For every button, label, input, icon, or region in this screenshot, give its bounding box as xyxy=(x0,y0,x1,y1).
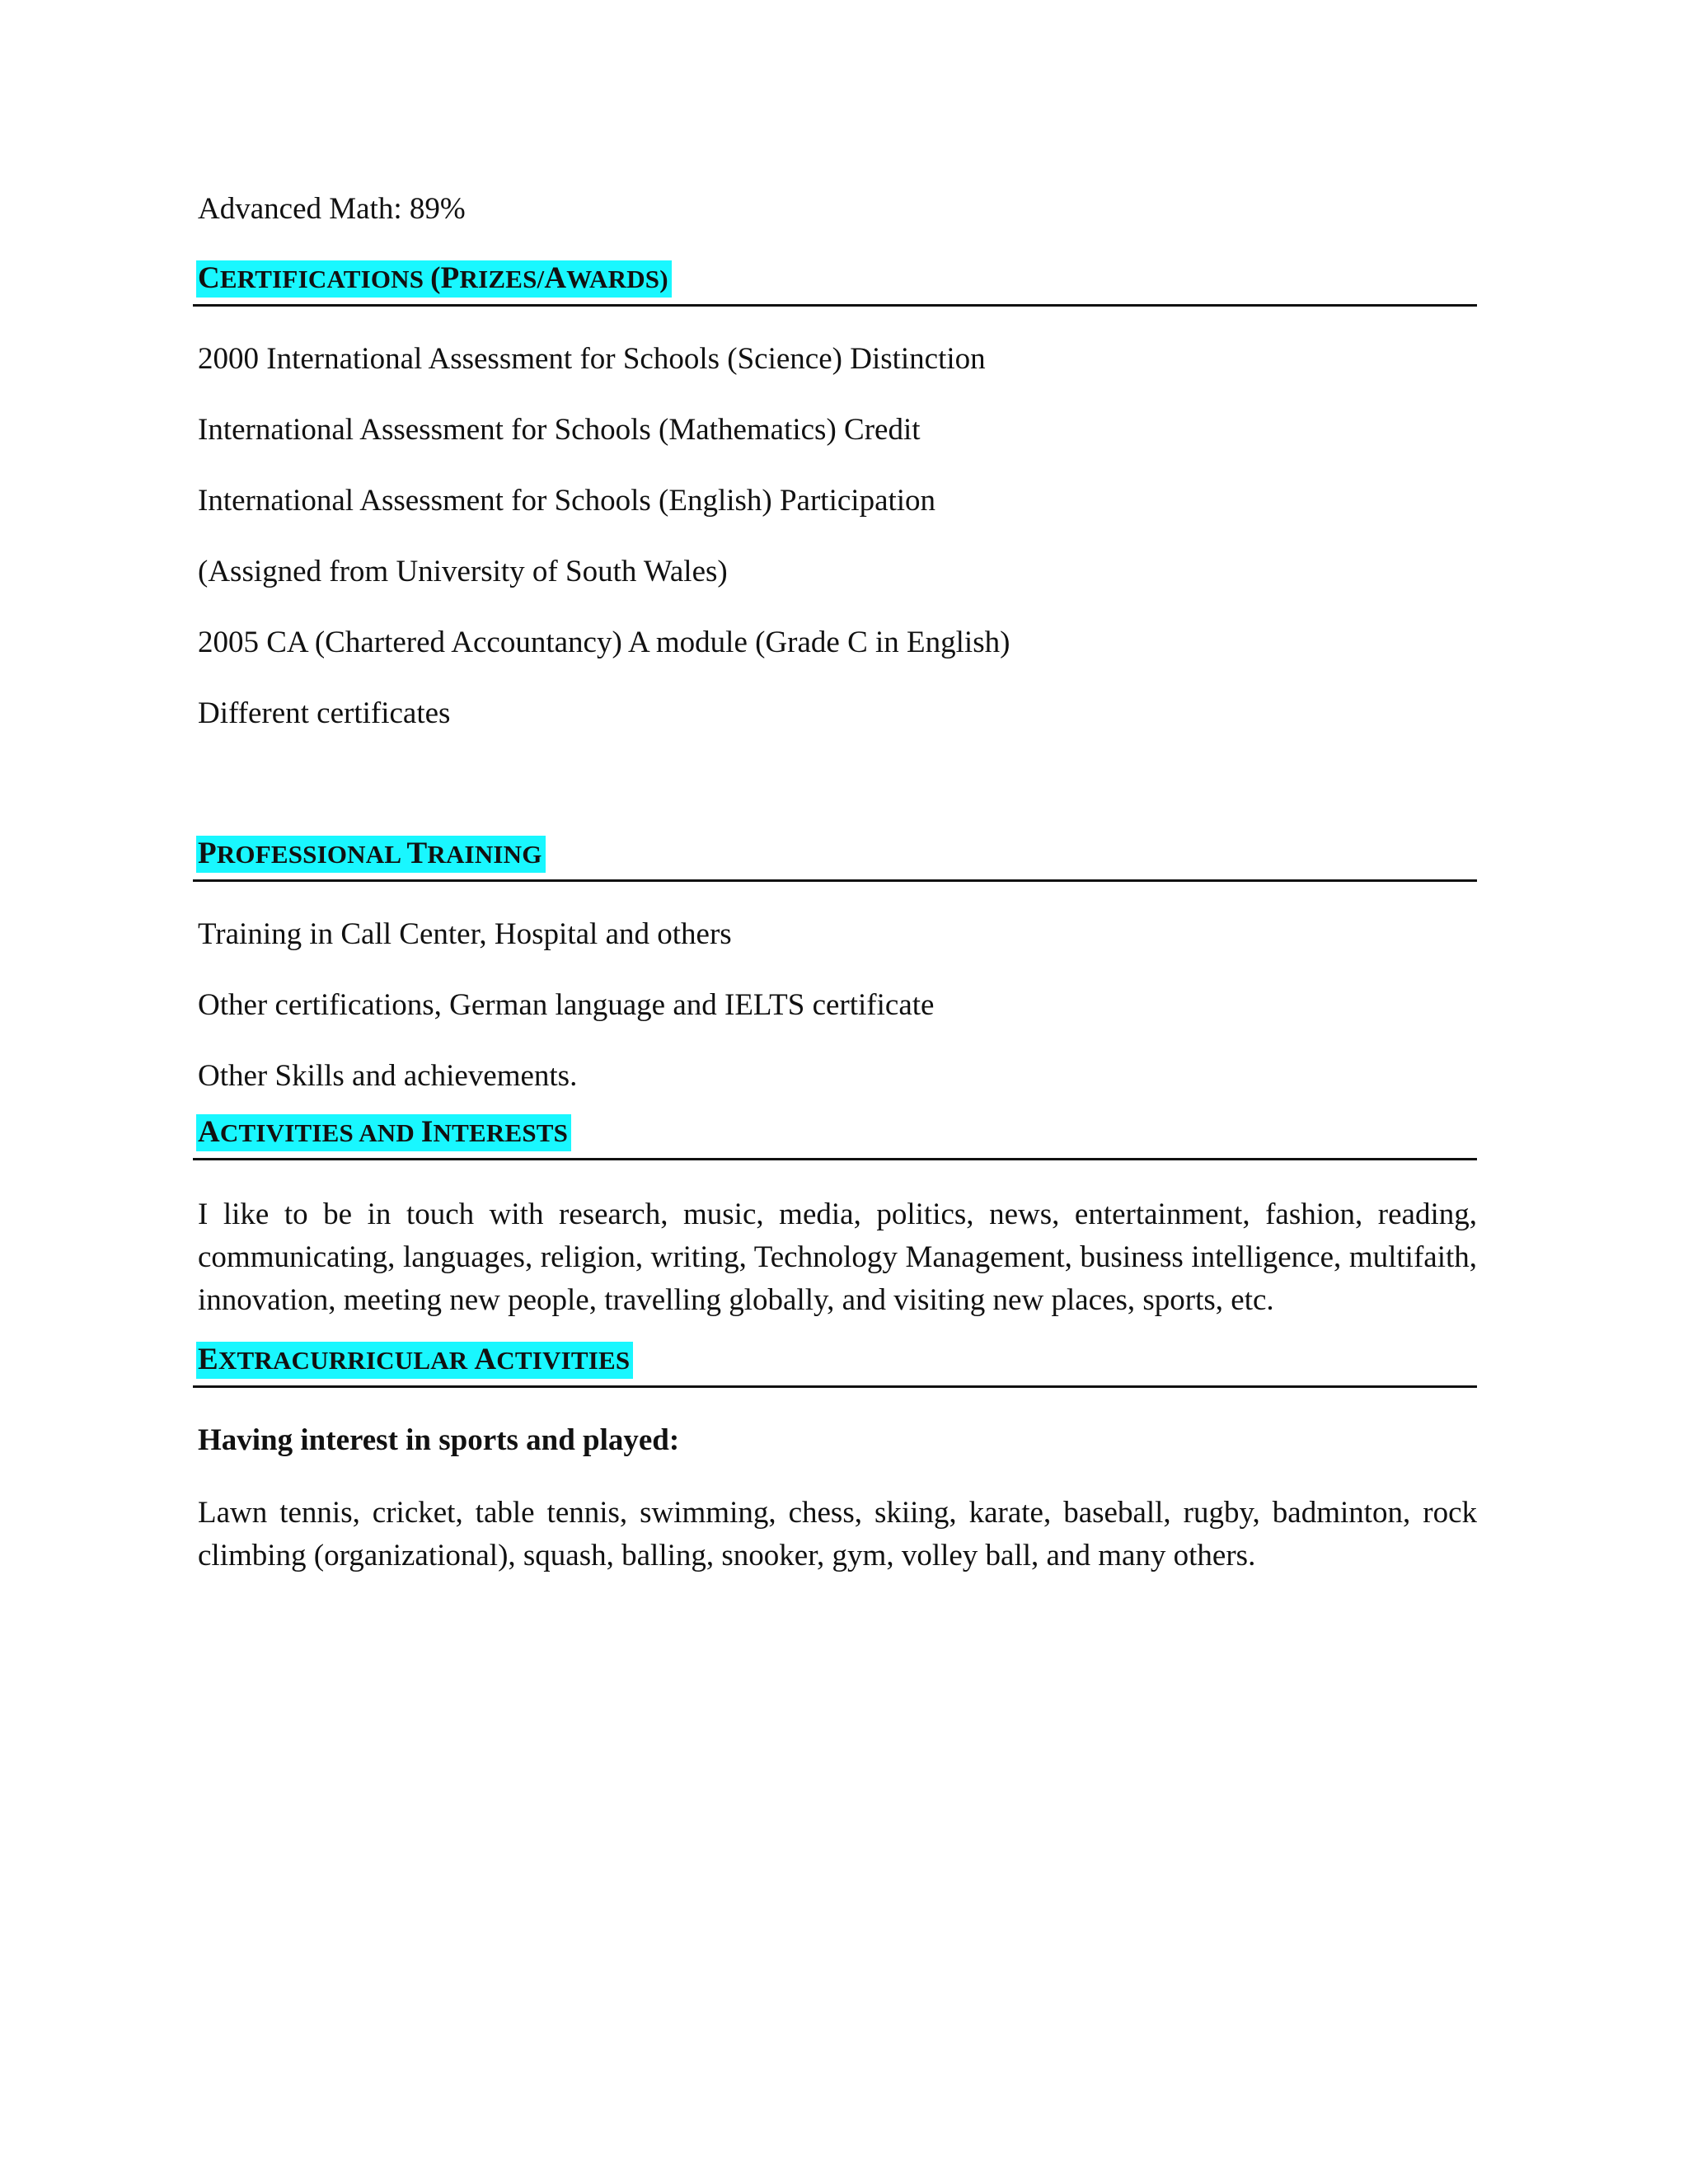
certification-item: Different certificates xyxy=(198,696,451,730)
certifications-heading: CERTIFICATIONS (PRIZES/AWARDS) xyxy=(196,260,672,298)
interests-paragraph: I like to be in touch with research, music, media, politics, news, entertainment, fashion, reading, communicating, languages, religion, writing, Technology Management, business intelligence, multifaith, innovation, meeting new people, travelling globally, and visiting new places, sports, etc. xyxy=(198,1197,1477,1317)
extracurricular-heading: EXTRACURRICULAR ACTIVITIES xyxy=(196,1342,633,1379)
certification-item: 2000 International Assessment for Schools (Science) Distinction xyxy=(198,342,986,376)
activities-interests-heading: ACTIVITIES AND INTERESTS xyxy=(196,1114,571,1151)
extracurricular-section xyxy=(198,1342,1477,1577)
certifications-heading-rule xyxy=(193,260,1477,307)
resume-page xyxy=(198,190,1477,1577)
training-item: Other Skills and achievements. xyxy=(198,1059,578,1093)
certifications-section xyxy=(198,260,1477,733)
activities-interests-heading-rule xyxy=(193,1114,1477,1160)
training-item: Training in Call Center, Hospital and others xyxy=(198,917,732,951)
certification-item: 2005 CA (Chartered Accountancy) A module (Grade C in English) xyxy=(198,626,1010,659)
training-item: Other certifications, German language and IELTS certificate xyxy=(198,988,935,1022)
activities-interests-section xyxy=(198,1114,1477,1322)
sports-subheading: Having interest in sports and played: xyxy=(198,1423,680,1457)
certification-item: International Assessment for Schools (Mathematics) Credit xyxy=(198,413,921,447)
professional-training-section xyxy=(198,836,1477,1096)
professional-training-heading: PROFESSIONAL TRAINING xyxy=(196,836,546,873)
certification-item: International Assessment for Schools (English) Participation xyxy=(198,484,936,518)
sports-paragraph: Lawn tennis, cricket, table tennis, swimming, chess, skiing, karate, baseball, rugby, badminton, rock climbing (organizational), squash, balling, snooker, gym, volley ball, and many others. xyxy=(198,1496,1477,1572)
advanced-math-grade: Advanced Math: 89% xyxy=(198,192,466,226)
extracurricular-heading-rule xyxy=(193,1342,1477,1388)
professional-training-heading-rule xyxy=(193,836,1477,882)
certification-item: (Assigned from University of South Wales) xyxy=(198,555,728,588)
